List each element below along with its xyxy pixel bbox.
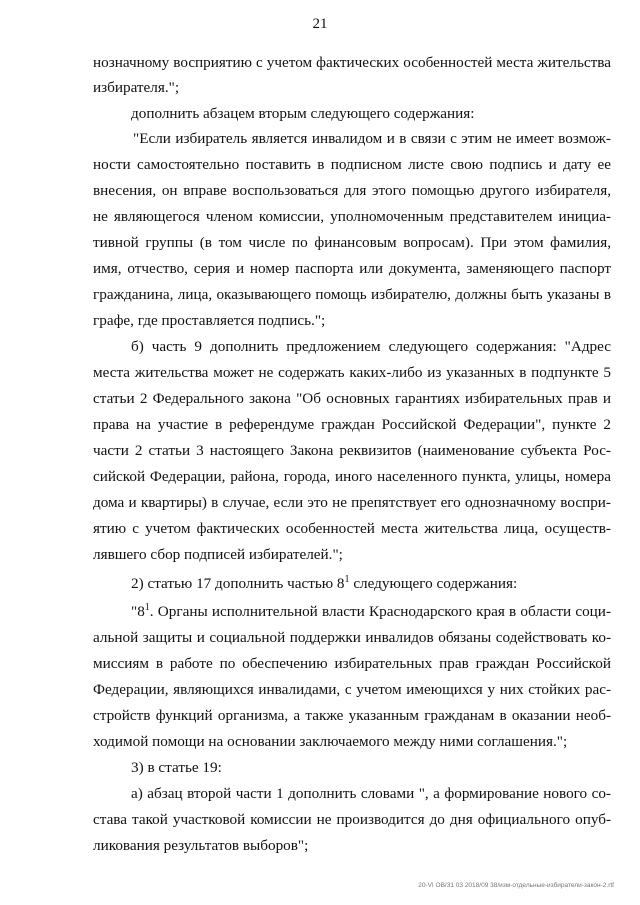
text-line: избирателя."; xyxy=(93,79,180,96)
text-line: места жительства может не содержать каких-либо из указанных в подпункте 5 xyxy=(93,364,611,381)
page-number: 21 xyxy=(312,16,328,32)
text-line: внесения, он вправе воспользоваться для этого помощью другого избирателя, xyxy=(93,182,611,199)
text-line: нозначному восприятию с учетом фактических особенностей места жительства xyxy=(93,54,611,71)
text-line: става такой участковой комиссии не производится до дня официального опуб- xyxy=(93,811,611,828)
superscript: 1 xyxy=(344,574,350,585)
text-line xyxy=(131,602,611,621)
text-line: Федерации, являющихся инвалидами, с учетом имеющихся у них стойких рас- xyxy=(93,681,611,698)
text-line: не являющегося членом комиссии, уполномоченным представителем инициа- xyxy=(93,208,611,225)
text-line: 3) в статье 19: xyxy=(131,759,222,776)
text-line: а) абзац второй части 1 дополнить словами ", а формирование нового со- xyxy=(131,785,611,802)
text-line: сийской Федерации, района, города, иного населенного пункта, улицы, номера xyxy=(93,468,611,485)
text-line: б) часть 9 дополнить предложением следующего содержания: "Адрес xyxy=(131,338,611,355)
text-line: ности самостоятельно поставить в подписном листе свою подпись и дату ее xyxy=(93,156,611,173)
text-line: права на участие в референдуме граждан Российской Федерации", пункте 2 xyxy=(93,416,611,433)
text-line: стройств функций организма, а также указанным гражданам в оказании необ- xyxy=(93,707,611,724)
text-line: графе, где проставляется подпись."; xyxy=(93,312,326,329)
text-line: имя, отчество, серия и номер паспорта или документа, заменяющего паспорт xyxy=(93,260,611,277)
text-line: дома и квартиры) в случае, если это не препятствует его однозначному воспри- xyxy=(93,494,611,511)
text-line: статьи 2 Федерального закона "Об основных гарантиях избирательных прав и xyxy=(93,390,611,407)
text-before: "8 xyxy=(131,603,145,620)
text-line: тивной группы (в том числе по финансовым вопросам). При этом фамилия, xyxy=(93,234,611,251)
text-line: ятию с учетом фактических особенностей места жительства лица, осуществ- xyxy=(93,520,611,537)
text-before: 2) статью 17 дополнить частью 8 xyxy=(131,575,345,592)
text-line: ликования результатов выборов"; xyxy=(93,837,309,854)
text-line: миссиям в работе по обеспечению избирательных прав граждан Российской xyxy=(93,655,611,672)
text-line: лявшего сбор подписей избирателей."; xyxy=(93,546,343,563)
text-line: части 2 статьи 3 настоящего Закона реквизитов (наименование субъекта Рос- xyxy=(93,442,611,459)
text-after: следующего содержания: xyxy=(349,575,518,592)
text-line: "Если избиратель является инвалидом и в связи с этим не имеет возмож- xyxy=(133,130,611,147)
text-after: . Органы исполнительной власти Краснодарского края в области соци- xyxy=(149,603,611,620)
text-line xyxy=(131,574,611,593)
superscript: 1 xyxy=(144,602,150,613)
text-line: гражданина, лица, оказывающего помощь избирателю, должны быть указаны в xyxy=(93,286,611,303)
text-line: дополнить абзацем вторым следующего содержания: xyxy=(131,105,475,122)
text-line: альной защиты и социальной поддержки инвалидов обязаны содействовать ко- xyxy=(93,629,611,646)
file-path-footer: 20-VI OB/31 03 2018/09 38/изм-отдельные-избиратели-закон-2.rtf xyxy=(418,882,614,889)
text-line: ходимой помощи на основании заключаемого между ними соглашения."; xyxy=(93,733,568,750)
